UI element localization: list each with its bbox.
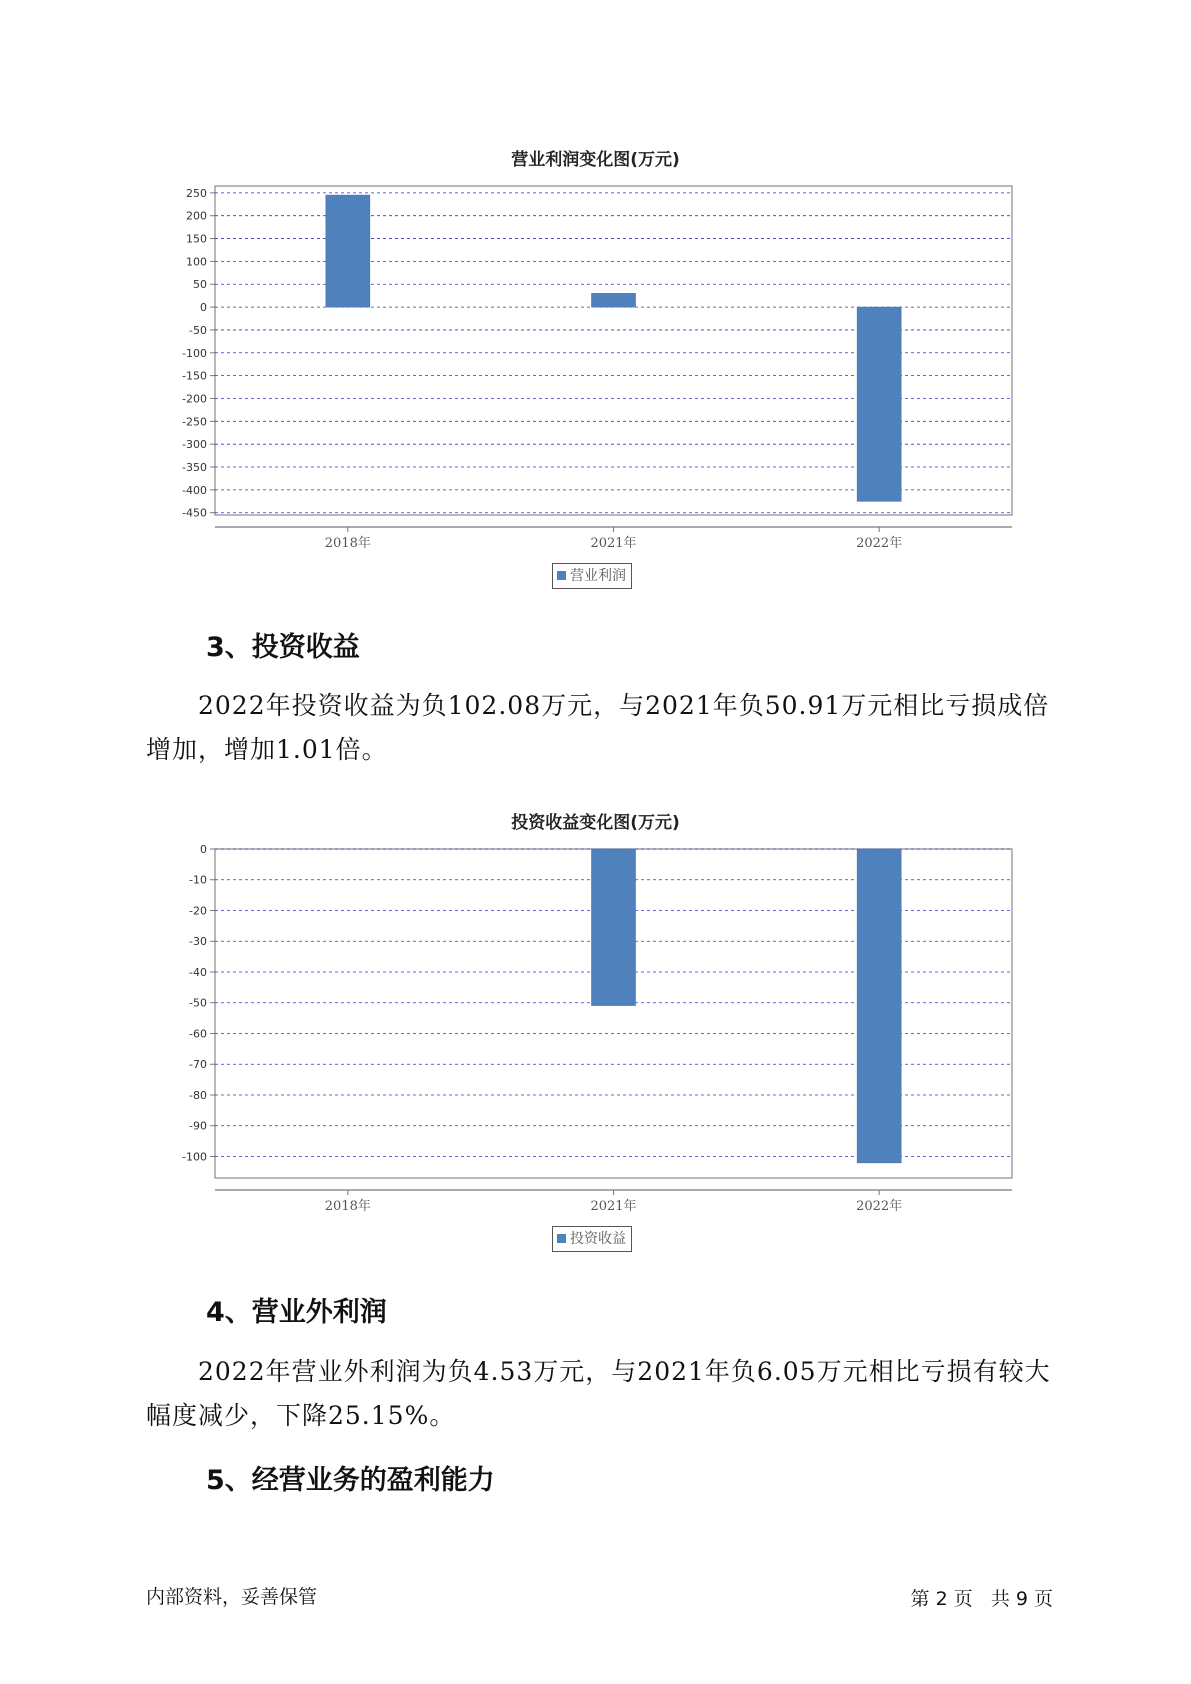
chart1-ytick-label: 200 [186, 209, 207, 223]
footer-page-number: 第 2 页 共 9 页 [910, 1588, 1053, 1610]
chart2-ytick-label: -10 [189, 873, 207, 887]
chart1-ytick-label: 100 [186, 255, 207, 269]
chart1-xtick-label: 2018年 [324, 536, 371, 551]
chart1-ytick-label: -250 [182, 415, 207, 429]
chart2-ytick-label: -100 [182, 1150, 207, 1164]
chart1-ytick-label: 150 [186, 232, 207, 246]
chart2-ytick-label: -80 [189, 1088, 207, 1102]
section-paragraph-non-operating-profit: 2022年营业外利润为负4.53万元，与2021年负6.05万元相比亏损有较大幅度减少，下降25.15%。 [146, 1357, 1051, 1430]
chart2-xtick-label: 2022年 [856, 1199, 903, 1214]
chart2-ytick-label: -20 [189, 904, 207, 918]
chart1-ytick-label: 0 [200, 301, 207, 315]
chart1-title: 营业利润变化图(万元) [511, 150, 680, 170]
chart1-ytick-label: -350 [182, 461, 207, 475]
chart1-ytick-label: 250 [186, 186, 207, 200]
chart1-ytick-label: -300 [182, 438, 207, 452]
chart2-bar-2022年 [857, 849, 901, 1163]
chart2-ytick-label: -90 [189, 1119, 207, 1133]
chart2-ytick-label: 0 [200, 843, 207, 856]
chart1-ytick-label: -400 [182, 483, 207, 497]
chart2-ytick-label: -40 [189, 965, 207, 979]
footer-confidential-note: 内部资料，妥善保管 [146, 1586, 318, 1608]
chart1-ytick-label: 50 [193, 278, 207, 292]
chart1-ytick-label: -100 [182, 346, 207, 360]
chart2-ytick-label: -60 [189, 1027, 207, 1041]
chart1-ytick-label: -200 [182, 392, 207, 406]
chart2-ytick-label: -50 [189, 996, 207, 1010]
chart1-xtick-label: 2021年 [590, 536, 637, 551]
section-heading-investment-income: 3、投资收益 [206, 632, 360, 663]
section-heading-non-operating-profit: 4、营业外利润 [206, 1297, 387, 1328]
chart1-ytick-label: -150 [182, 369, 207, 383]
legend-swatch [557, 1234, 566, 1243]
chart2-xtick-label: 2018年 [324, 1199, 371, 1214]
chart1-ytick-label: -50 [189, 323, 207, 337]
chart2-xtick-label: 2021年 [590, 1199, 637, 1214]
chart2-title: 投资收益变化图(万元) [511, 813, 680, 833]
chart2-legend-label: 投资收益 [570, 1231, 626, 1247]
chart2-legend [552, 1226, 632, 1252]
chart1-legend-label: 营业利润 [570, 568, 626, 584]
section-paragraph-investment-income: 2022年投资收益为负102.08万元，与2021年负50.91万元相比亏损成倍增加，增加1.01倍。 [146, 691, 1050, 764]
chart1-xtick-label: 2022年 [856, 536, 903, 551]
chart1-ytick-label: -450 [182, 506, 207, 520]
chart2-bar-2021年 [592, 849, 636, 1006]
chart2-ytick-label: -70 [189, 1058, 207, 1072]
section-heading-operating-profitability: 5、经营业务的盈利能力 [206, 1465, 495, 1496]
chart2-ytick-label: -30 [189, 935, 207, 949]
